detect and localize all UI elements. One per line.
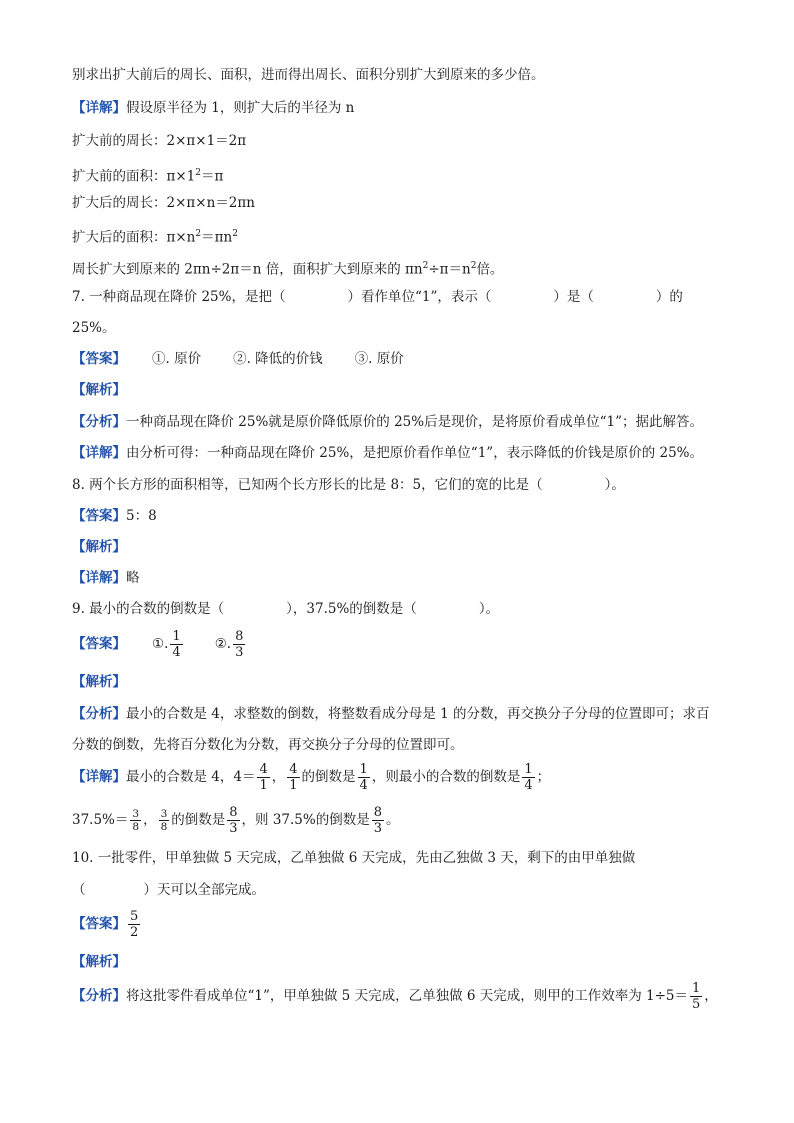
analysis-sub-tag: 【分析】 xyxy=(72,706,126,722)
fraction xyxy=(128,909,140,940)
text-line xyxy=(72,164,223,186)
answer-tag: 【答案】 xyxy=(72,351,126,367)
line-text: 周长扩大到原来的 2πn÷2π＝n 倍，面积扩大到原来的 πn xyxy=(72,261,423,278)
question-text: 7. 一种商品现在降价 25%，是把（ xyxy=(72,289,286,305)
analysis-line xyxy=(72,413,703,431)
denominator: 3 xyxy=(229,821,238,836)
detail-line xyxy=(72,444,703,462)
numerator: 5 xyxy=(130,909,139,924)
analysis-text: ， xyxy=(704,988,718,1004)
detail-text: 略 xyxy=(126,570,140,586)
detail-line xyxy=(72,760,550,794)
numerator: 1 xyxy=(692,981,701,996)
answer-tag: 【答案】 xyxy=(72,916,126,932)
denominator: 5 xyxy=(692,997,701,1012)
answer-line xyxy=(72,507,157,525)
line-text: 别求出扩大前后的周长、面积，进而得出周长、面积分别扩大到原来的多少倍。 xyxy=(72,67,545,83)
fraction xyxy=(130,808,141,833)
analysis-heading xyxy=(72,953,126,971)
fraction xyxy=(233,629,245,660)
denominator: 4 xyxy=(172,645,181,660)
numerator: 3 xyxy=(160,808,168,820)
answer-line xyxy=(72,627,247,661)
text-line xyxy=(72,257,503,279)
numerator: 1 xyxy=(172,629,181,644)
answer-option: ①. xyxy=(152,636,169,652)
analysis-sub-tag: 【分析】 xyxy=(72,988,126,1004)
analysis-tag: 【解析】 xyxy=(72,674,126,690)
analysis-tag: 【解析】 xyxy=(72,954,126,970)
fraction xyxy=(372,805,384,836)
detail-tag: 【详解】 xyxy=(72,100,126,116)
text-line xyxy=(72,225,238,247)
denominator: 4 xyxy=(524,778,533,793)
detail-line xyxy=(72,803,400,837)
detail-tag: 【详解】 xyxy=(72,769,126,785)
numerator: 8 xyxy=(235,629,244,644)
numerator: 1 xyxy=(524,762,533,777)
numerator: 4 xyxy=(289,762,298,777)
answer-tag: 【答案】 xyxy=(72,636,126,652)
question-text: ）的 xyxy=(655,289,683,305)
text-line xyxy=(72,99,354,117)
numerator: 8 xyxy=(373,805,383,820)
analysis-tag: 【解析】 xyxy=(72,539,126,555)
question-text: 10. 一批零件，甲单独做 5 天完成，乙单独做 6 天完成，先由乙独做 3 天，剩下的由甲单独做 xyxy=(72,850,636,866)
analysis-heading xyxy=(72,538,126,556)
denominator: 8 xyxy=(132,821,140,833)
superscript: 2 xyxy=(195,229,202,239)
answer-line xyxy=(72,350,404,368)
fraction xyxy=(358,762,370,793)
denominator: 8 xyxy=(160,821,168,833)
fraction xyxy=(287,762,299,793)
superscript: 2 xyxy=(195,168,202,178)
detail-text: 最小的合数是 4，4＝ xyxy=(126,769,256,785)
line-text: 扩大后的面积：π×n xyxy=(72,229,196,246)
denominator: 2 xyxy=(130,925,139,940)
answer-option: ②. xyxy=(214,636,232,652)
superscript: 2 xyxy=(470,261,477,271)
analysis-tag: 【解析】 xyxy=(72,382,126,398)
question-text: 8. 两个长方形的面积相等，已知两个长方形长的比是 8：5，它们的宽的比是（ xyxy=(72,477,543,493)
detail-text: 37.5%＝ xyxy=(72,812,129,828)
analysis-text: 一种商品现在降价 25%就是原价降低原价的 25%后是现价，是将原价看成单位“1”；据此解答。 xyxy=(126,414,703,430)
question-text: ），37.5%的倒数是（ xyxy=(286,601,417,617)
answer-option: ②. 降低的价钱 xyxy=(233,351,323,367)
analysis-heading xyxy=(72,381,126,399)
denominator: 3 xyxy=(373,821,383,836)
question-text: 9. 最小的合数的倒数是（ xyxy=(72,601,225,617)
question-text: 25%。 xyxy=(72,320,116,336)
detail-text: 的倒数是 xyxy=(171,812,226,828)
detail-line xyxy=(72,569,140,587)
fraction xyxy=(159,808,170,833)
fraction xyxy=(522,762,534,793)
detail-text: ， xyxy=(143,812,157,828)
question-text: ）天可以全部完成。 xyxy=(143,882,265,898)
denominator: 3 xyxy=(235,645,244,660)
answer-option: ①. 原价 xyxy=(152,351,202,367)
analysis-line xyxy=(72,736,464,754)
answer-tag: 【答案】 xyxy=(72,508,126,524)
fraction xyxy=(227,805,239,836)
answer-value: 5：8 xyxy=(126,508,157,524)
line-text: 倍。 xyxy=(476,261,504,278)
superscript: 2 xyxy=(422,261,429,271)
question-10-cont xyxy=(72,881,265,899)
detail-text: ； xyxy=(536,769,551,785)
denominator: 1 xyxy=(259,778,268,793)
analysis-text: 将这批零件看成单位“1”，甲单独做 5 天完成，乙单独做 6 天完成，则甲的工作效率为 1÷5＝ xyxy=(126,988,689,1004)
line-text: 扩大后的周长：2×π×n＝2πn xyxy=(72,195,255,211)
question-7 xyxy=(72,288,683,306)
question-10 xyxy=(72,849,635,867)
analysis-line xyxy=(72,978,718,1014)
line-text: 扩大前的周长：2×π×1＝2π xyxy=(72,133,247,149)
detail-text: 的倒数是 xyxy=(301,769,356,785)
numerator: 3 xyxy=(132,808,140,820)
analysis-sub-tag: 【分析】 xyxy=(72,414,126,430)
superscript: 2 xyxy=(232,229,238,239)
numerator: 4 xyxy=(259,762,268,777)
question-text: （ xyxy=(72,882,86,898)
detail-tag: 【详解】 xyxy=(72,445,126,461)
text-line xyxy=(72,66,545,84)
analysis-line xyxy=(72,705,710,723)
question-text: ）。 xyxy=(604,477,625,493)
detail-text: 由分析可得：一种商品现在降价 25%，是把原价看作单位“1”，表示降低的价钱是原价的 25%。 xyxy=(126,445,703,461)
line-text: 扩大前的面积：π×1 xyxy=(72,168,196,185)
question-text: ）。 xyxy=(478,601,500,617)
line-text: 假设原半径为 1，则扩大后的半径为 n xyxy=(126,100,355,116)
analysis-heading xyxy=(72,673,126,691)
question-8 xyxy=(72,476,625,494)
fraction xyxy=(690,981,702,1012)
line-text: ＝π xyxy=(201,168,224,185)
numerator: 8 xyxy=(229,805,238,820)
analysis-text: 最小的合数是 4，求整数的倒数，将整数看成分母是 1 的分数，再交换分子分母的位置即可；求百 xyxy=(126,706,710,722)
denominator: 1 xyxy=(289,778,298,793)
answer-line xyxy=(72,906,142,942)
numerator: 1 xyxy=(359,762,368,777)
question-9 xyxy=(72,600,499,618)
fraction xyxy=(257,762,269,793)
analysis-text: 分数的倒数，先将百分数化为分数，再交换分子分母的位置即可。 xyxy=(72,737,464,753)
detail-text: 。 xyxy=(386,812,400,828)
detail-text: ， xyxy=(271,769,286,785)
denominator: 4 xyxy=(359,778,368,793)
text-line xyxy=(72,132,246,150)
answer-option: ③. 原价 xyxy=(354,351,404,367)
detail-text: ，则 37.5%的倒数是 xyxy=(241,812,370,828)
line-text: ＝πn xyxy=(201,229,233,246)
line-text: ÷π＝n xyxy=(428,261,471,278)
text-line xyxy=(72,194,255,212)
detail-text: ，则最小的合数的倒数是 xyxy=(371,769,521,785)
detail-tag: 【详解】 xyxy=(72,570,126,586)
question-text: ）是（ xyxy=(553,289,594,305)
question-7-cont xyxy=(72,319,116,337)
question-text: ）看作单位“1”，表示（ xyxy=(347,289,492,305)
fraction xyxy=(170,629,182,660)
